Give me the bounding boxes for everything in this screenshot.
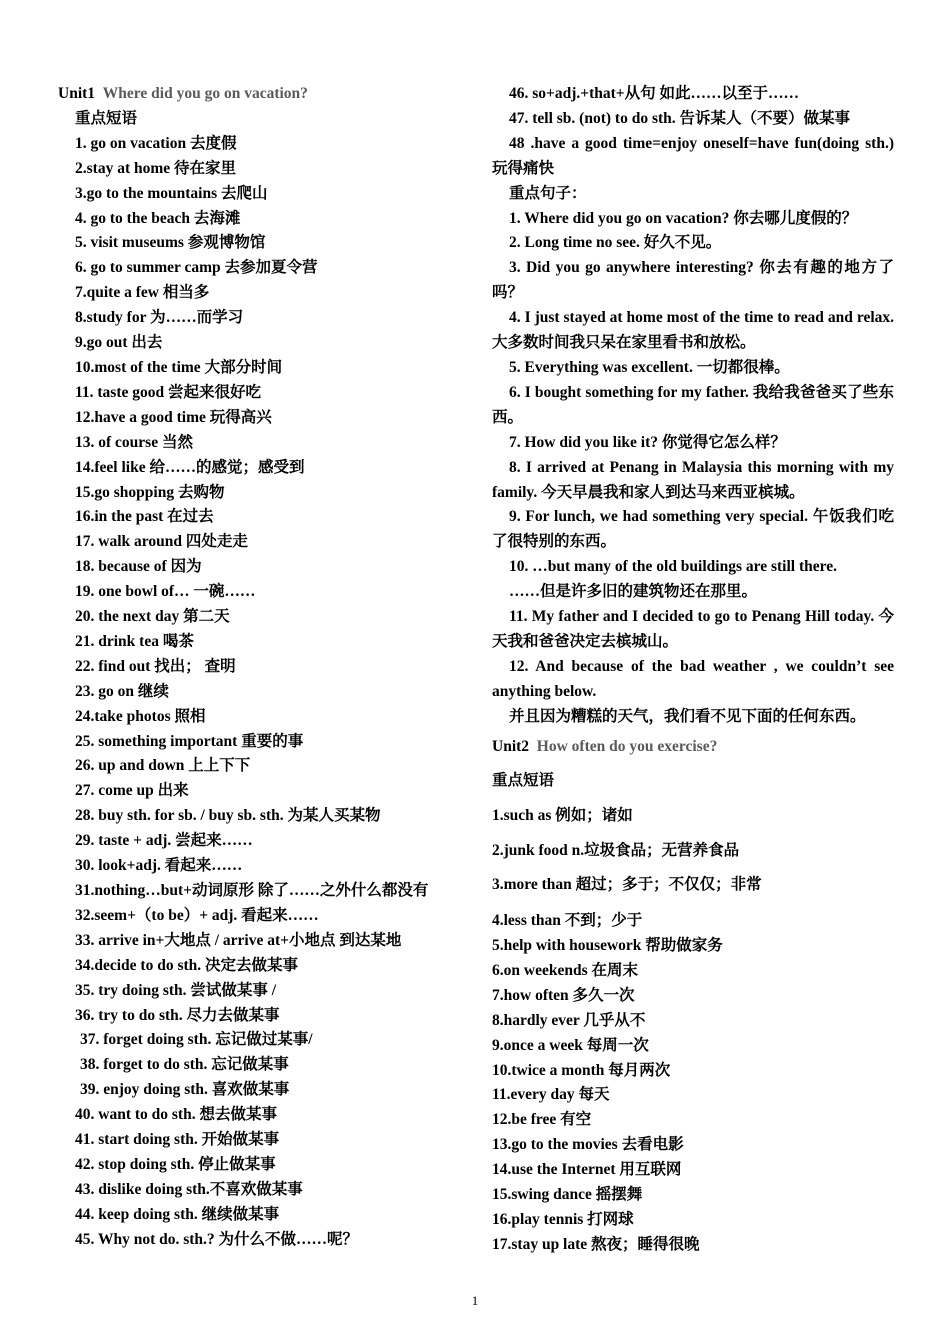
list-item: 43. dislike doing sth.不喜欢做某事	[75, 1180, 303, 1198]
list-item: 16.in the past 在过去	[75, 508, 214, 526]
list-item: 6. go to summer camp 去参加夏令营	[75, 259, 318, 277]
unit2-phrases-heading: 重点短语	[492, 772, 555, 790]
list-item: 4. go to the beach 去海滩	[75, 209, 241, 227]
list-item: 7.how often 多久一次	[492, 986, 635, 1004]
list-item: 42. stop doing sth. 停止做某事	[75, 1155, 276, 1173]
list-item: 9.once a week 每周一次	[492, 1036, 649, 1054]
unit2-label: Unit2	[492, 737, 530, 755]
list-item: 48 .have a good time=enjoy oneself=have fun(doing sth.)玩得痛快	[492, 134, 894, 177]
list-item: 19. one bowl of… 一碗……	[75, 583, 256, 601]
list-item: 20. the next day 第二天	[75, 608, 230, 626]
list-item: 4. I just stayed at home most of the time to read and relax. 大多数时间我只呆在家里看书和放松。	[492, 309, 894, 352]
list-item: 8.study for 为……而学习	[75, 309, 244, 327]
list-item: 12. And because of the bad weather , we couldn’t see anything below.	[492, 657, 894, 700]
list-item: 1. go on vacation 去度假	[75, 134, 237, 152]
list-item: 25. something important 重要的事	[75, 732, 304, 750]
list-item: 41. start doing sth. 开始做某事	[75, 1131, 280, 1149]
list-item: 24.take photos 照相	[75, 707, 206, 725]
list-item: 5. visit museums 参观博物馆	[75, 234, 266, 252]
list-item: 32.seem+（to be）+ adj. 看起来……	[75, 906, 319, 924]
list-item: 1.such as 例如；诸如	[492, 806, 633, 824]
list-item: 14.use the Internet 用互联网	[492, 1161, 682, 1179]
list-item: 18. because of 因为	[75, 558, 202, 576]
list-item: 4.less than 不到；少于	[492, 912, 643, 930]
list-item: 10. …but many of the old buildings are still there.	[509, 558, 837, 576]
left-column	[58, 82, 460, 1253]
list-item: 10.twice a month 每月两次	[492, 1061, 671, 1079]
list-item: 37. forget doing sth. 忘记做过某事/	[80, 1031, 313, 1049]
list-item: 9. For lunch, we had something very special. 午饭我们吃了很特别的东西。	[492, 508, 894, 551]
list-item: 6. I bought something for my father. 我给我爸爸买了些东西。	[492, 383, 894, 426]
page-number: 1	[471, 1293, 479, 1308]
list-item: 12.be free 有空	[492, 1111, 592, 1129]
list-item: 26. up and down 上上下下	[75, 757, 251, 775]
list-item: 21. drink tea 喝茶	[75, 632, 194, 650]
list-item: 11. My father and I decided to go to Penang Hill today. 今天我和爸爸决定去槟城山。	[492, 608, 894, 650]
unit2-title: How often do you exercise?	[536, 737, 718, 755]
list-item: 39. enjoy doing sth. 喜欢做某事	[80, 1081, 290, 1099]
list-item: 30. look+adj. 看起来……	[75, 857, 243, 875]
list-item: 5.help with housework 帮助做家务	[492, 936, 723, 954]
list-item: 44. keep doing sth. 继续做某事	[75, 1205, 280, 1223]
list-item: 15.go shopping 去购物	[75, 483, 225, 501]
list-item: 8. I arrived at Penang in Malaysia this morning with my family. 今天早晨我和家人到达马来西亚槟城。	[492, 458, 894, 501]
unit1-label: Unit1	[58, 85, 96, 102]
list-item: 11. taste good 尝起来很好吃	[75, 383, 262, 401]
unit1-heading	[58, 82, 460, 107]
list-item: 22. find out 找出； 查明	[75, 657, 236, 675]
list-item: 16.play tennis 打网球	[492, 1210, 634, 1228]
list-item: 2. Long time no see. 好久不见。	[509, 234, 722, 252]
list-item: 5. Everything was excellent. 一切都很棒。	[509, 358, 790, 376]
list-item: 45. Why not do. sth.? 为什么不做……呢？	[75, 1230, 359, 1248]
list-item: 12.have a good time 玩得高兴	[75, 408, 272, 426]
list-item: 47. tell sb. (not) to do sth. 告诉某人（不要）做某事	[509, 109, 851, 127]
list-item: 13.go to the movies 去看电影	[492, 1136, 684, 1154]
unit1-sentence-list	[492, 207, 894, 730]
list-item: 3.more than 超过；多于；不仅仅；非常	[492, 876, 762, 894]
unit2-heading	[492, 730, 894, 765]
list-item: 10.most of the time 大部分时间	[75, 358, 283, 376]
list-item: ……但是许多旧的建筑物还在那里。	[509, 583, 758, 601]
list-item: 8.hardly ever 几乎从不	[492, 1011, 646, 1029]
list-item: 34.decide to do sth. 决定去做某事	[75, 956, 299, 974]
list-item: 13. of course 当然	[75, 433, 193, 451]
list-item: 2.junk food n.垃圾食品；无营养食品	[492, 841, 740, 859]
unit1-phrase-list	[58, 132, 460, 1253]
list-item: 35. try doing sth. 尝试做某事 /	[75, 981, 277, 999]
list-item: 27. come up 出来	[75, 782, 189, 800]
list-item: 31.nothing…but+动词原形 除了……之外什么都没有	[75, 882, 429, 899]
list-item: 7. How did you like it? 你觉得它怎么样？	[509, 433, 786, 451]
list-item: 33. arrive in+大地点 / arrive at+小地点 到达某地	[75, 931, 402, 949]
list-item: 17. walk around 四处走走	[75, 533, 248, 551]
list-item: 23. go on 继续	[75, 682, 169, 700]
list-item: 3. Did you go anywhere interesting? 你去有趣的地方了吗？	[492, 259, 894, 302]
list-item: 46. so+adj.+that+从句 如此……以至于……	[509, 85, 800, 102]
list-item: 11.every day 每天	[492, 1086, 610, 1104]
list-item: 6.on weekends 在周末	[492, 961, 638, 979]
unit1-sentences-heading: 重点句子：	[509, 184, 587, 202]
list-item: 14.feel like 给……的感觉；感受到	[75, 458, 305, 476]
list-item: 2.stay at home 待在家里	[75, 159, 237, 177]
list-item: 40. want to do sth. 想去做某事	[75, 1106, 277, 1124]
unit2-phrase-list	[492, 799, 894, 1258]
right-column	[492, 82, 894, 1258]
unit1-phrases-heading: 重点短语	[75, 109, 138, 127]
list-item: 38. forget to do sth. 忘记做某事	[80, 1056, 289, 1074]
unit1-title: Where did you go on vacation?	[102, 85, 308, 102]
list-item: 17.stay up late 熬夜；睡得很晚	[492, 1235, 700, 1253]
list-item: 36. try to do sth. 尽力去做某事	[75, 1006, 280, 1024]
list-item: 28. buy sth. for sb. / buy sb. sth. 为某人买某物	[75, 807, 381, 825]
list-item: 15.swing dance 摇摆舞	[492, 1186, 643, 1204]
list-item: 9.go out 出去	[75, 334, 163, 352]
list-item: 7.quite a few 相当多	[75, 284, 210, 302]
list-item: 1. Where did you go on vacation? 你去哪儿度假的？	[509, 209, 858, 227]
list-item: 3.go to the mountains 去爬山	[75, 184, 268, 202]
list-item: 29. taste + adj. 尝起来……	[75, 832, 253, 850]
list-item: 并且因为糟糕的天气，我们看不见下面的任何东西。	[509, 707, 866, 725]
